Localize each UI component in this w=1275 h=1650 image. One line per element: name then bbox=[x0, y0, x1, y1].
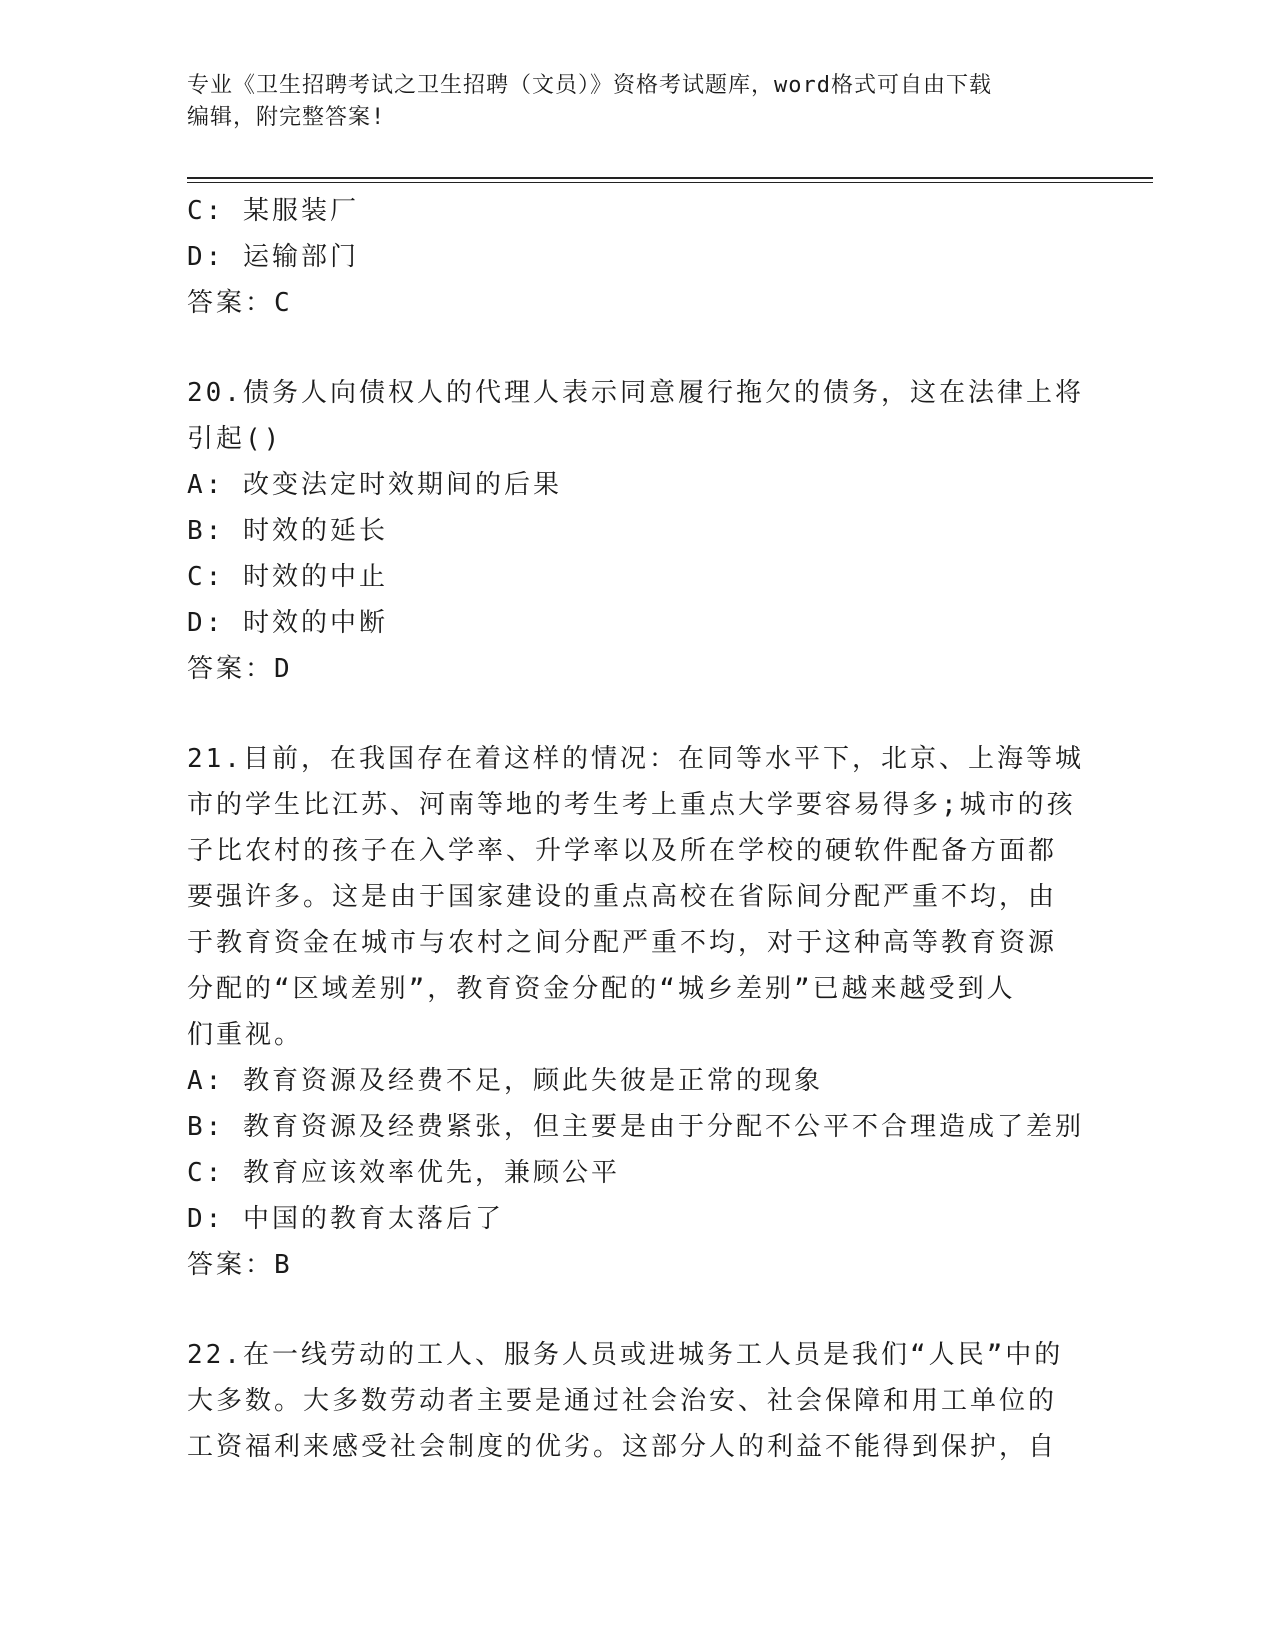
option-b: B: 时效的延长 bbox=[187, 516, 388, 546]
question-22 bbox=[187, 1332, 1087, 1470]
question-text: 22.在一线劳动的工人、服务人员或进城务工人员是我们“人民”中的 bbox=[187, 1340, 1064, 1370]
option-c: C: 教育应该效率优先，兼顾公平 bbox=[187, 1158, 620, 1188]
question-list bbox=[187, 188, 1087, 1470]
question-20 bbox=[187, 370, 1087, 692]
option-c: C: 时效的中止 bbox=[187, 562, 388, 592]
option-d: D: 中国的教育太落后了 bbox=[187, 1204, 504, 1234]
question-text: 要强许多。这是由于国家建设的重点高校在省际间分配严重不均，由 bbox=[187, 882, 1058, 912]
answer-line: 答案：C bbox=[187, 288, 293, 318]
option-c: C: 某服装厂 bbox=[187, 196, 359, 226]
question-text: 们重视。 bbox=[187, 1020, 304, 1050]
question-text: 分配的“区域差别”，教育资金分配的“城乡差别”已越来越受到人 bbox=[187, 974, 1016, 1004]
option-d: D: 运输部门 bbox=[187, 242, 359, 272]
page-header bbox=[187, 70, 1067, 134]
option-a: A: 教育资源及经费不足，顾此失彼是正常的现象 bbox=[187, 1066, 823, 1096]
option-d: D: 时效的中断 bbox=[187, 608, 388, 638]
question-19-tail bbox=[187, 188, 1087, 326]
header-rule-thin bbox=[187, 182, 1153, 183]
header-line-1: 专业《卫生招聘考试之卫生招聘（文员）》资格考试题库，word格式可自由下载 bbox=[187, 73, 992, 98]
answer-line: 答案：B bbox=[187, 1250, 293, 1280]
question-text: 20.债务人向债权人的代理人表示同意履行拖欠的债务，这在法律上将 bbox=[187, 378, 1084, 408]
question-text: 工资福利来感受社会制度的优劣。这部分人的利益不能得到保护，自 bbox=[187, 1432, 1058, 1462]
option-a: A: 改变法定时效期间的后果 bbox=[187, 470, 562, 500]
question-text: 引起() bbox=[187, 424, 283, 454]
question-text: 大多数。大多数劳动者主要是通过社会治安、社会保障和用工单位的 bbox=[187, 1386, 1058, 1416]
question-text: 于教育资金在城市与农村之间分配严重不均，对于这种高等教育资源 bbox=[187, 928, 1058, 958]
question-21 bbox=[187, 736, 1087, 1288]
header-line-2: 编辑，附完整答案! bbox=[187, 105, 386, 130]
question-text: 子比农村的孩子在入学率、升学率以及所在学校的硬软件配备方面都 bbox=[187, 836, 1058, 866]
question-text: 21.目前，在我国存在着这样的情况：在同等水平下，北京、上海等城 bbox=[187, 744, 1084, 774]
option-b: B: 教育资源及经费紧张，但主要是由于分配不公平不合理造成了差别 bbox=[187, 1112, 1084, 1142]
question-text: 市的学生比江苏、河南等地的考生考上重点大学要容易得多;城市的孩 bbox=[187, 790, 1076, 820]
header-rule-thick bbox=[187, 177, 1153, 179]
answer-line: 答案：D bbox=[187, 654, 293, 684]
